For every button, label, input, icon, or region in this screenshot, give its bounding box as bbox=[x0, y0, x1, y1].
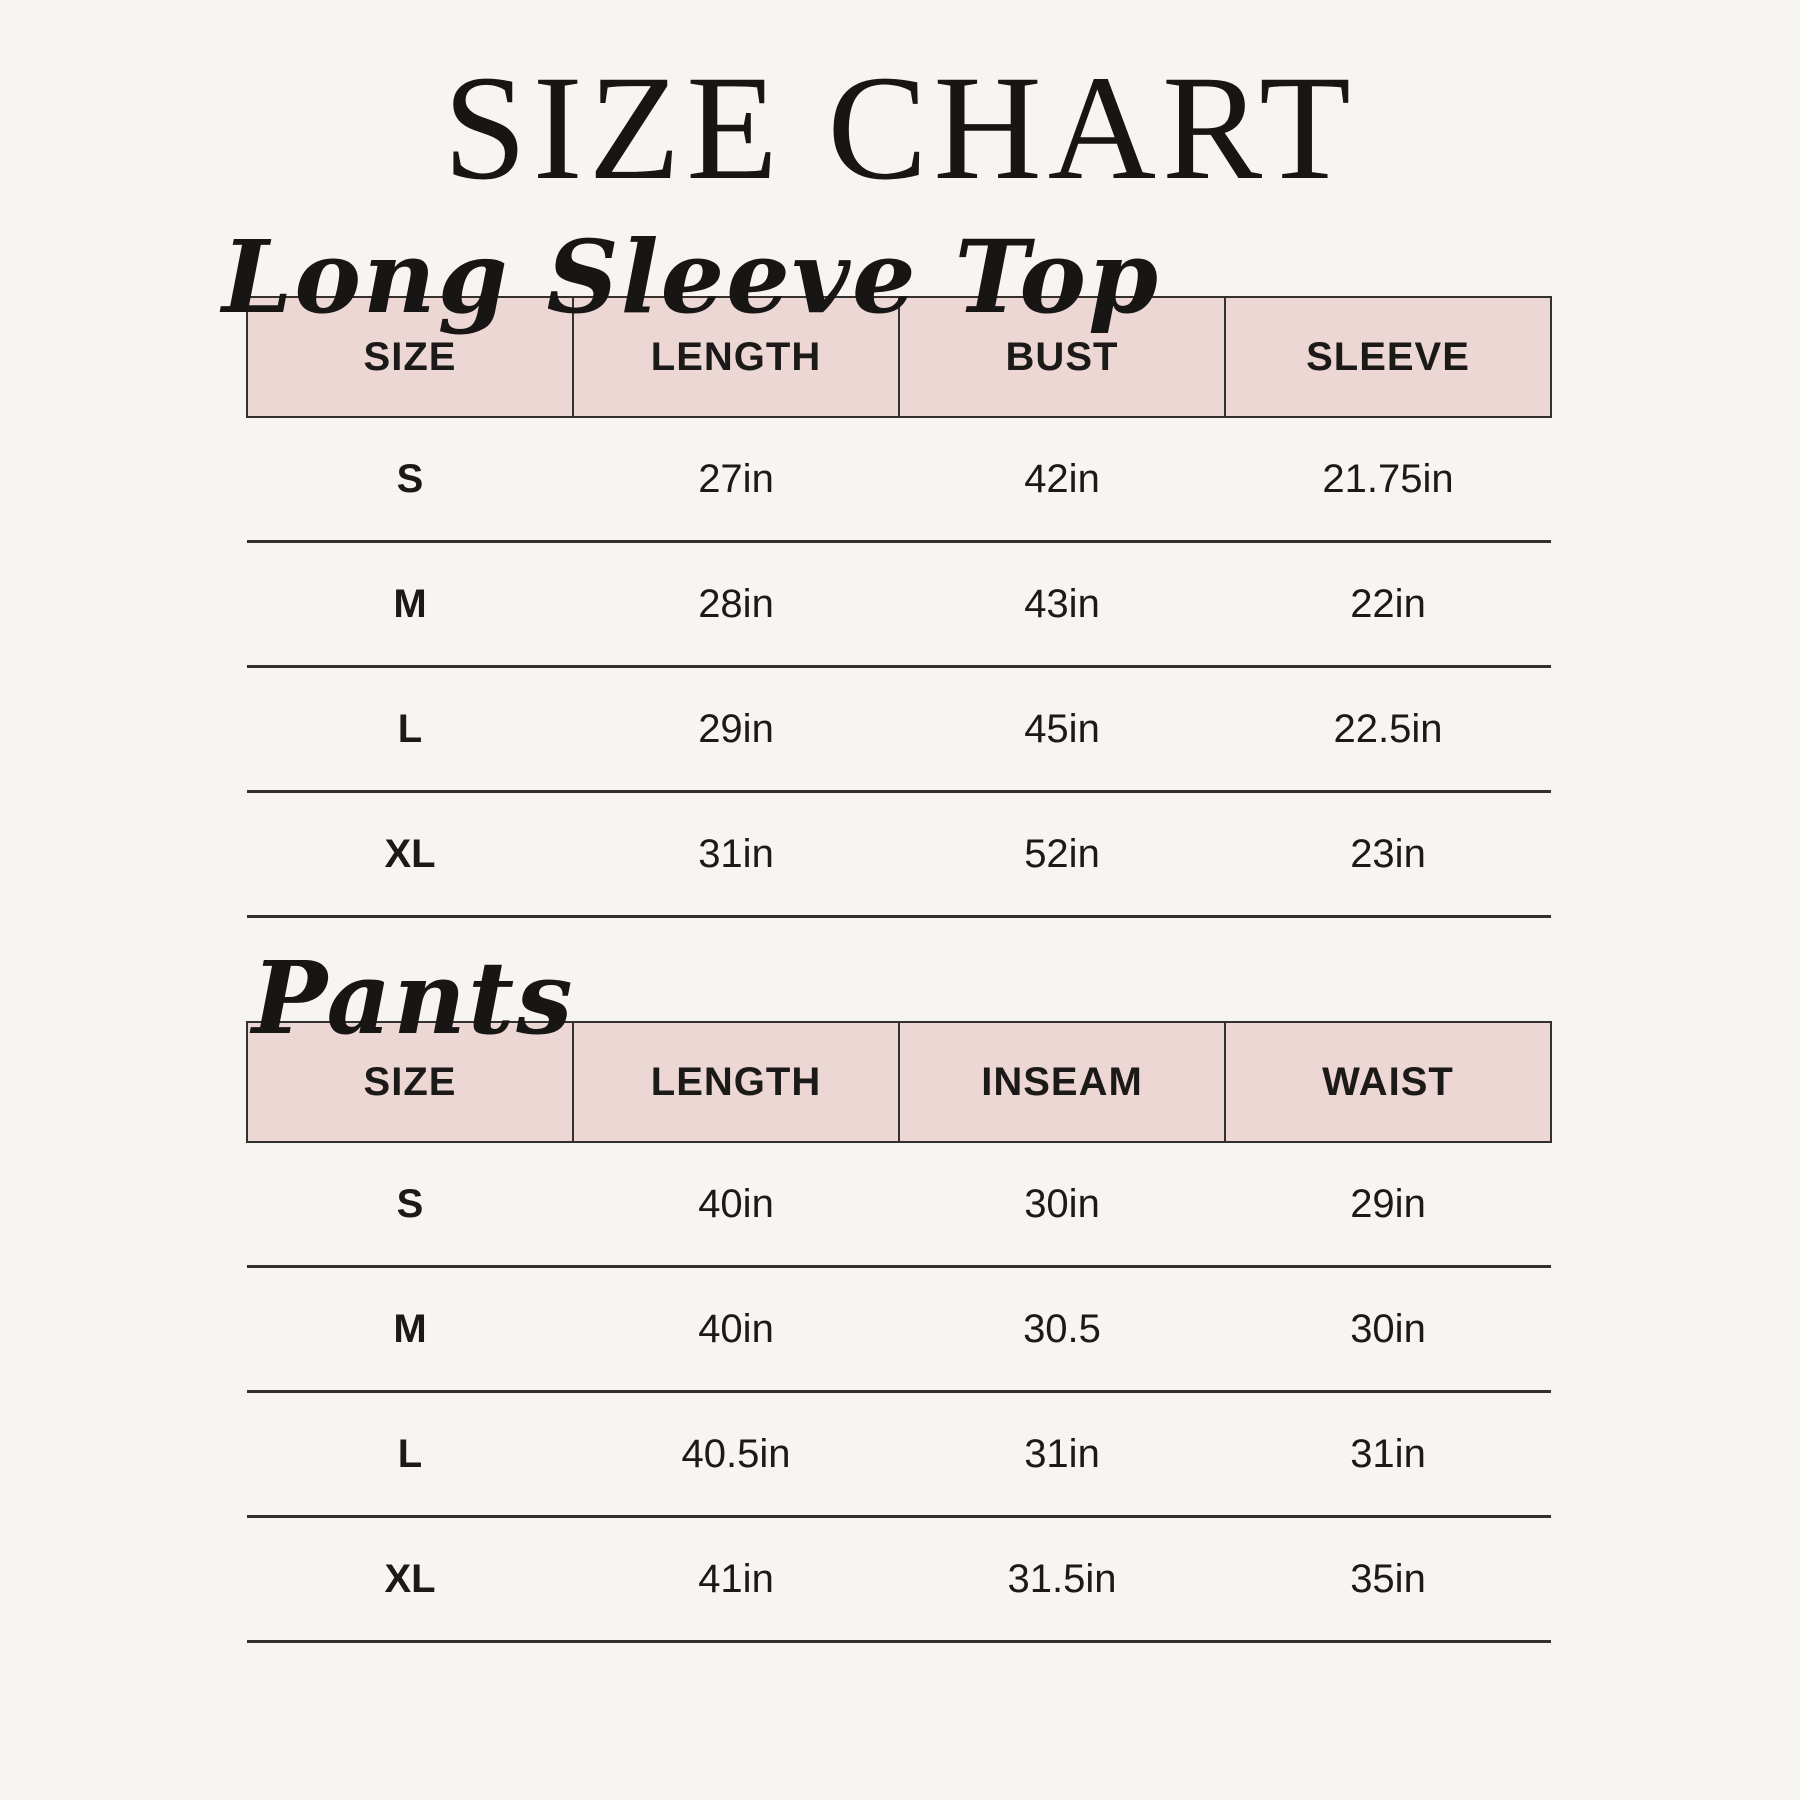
pants-table bbox=[246, 1021, 1552, 1643]
cell: XL bbox=[247, 1517, 573, 1642]
cell: XL bbox=[247, 792, 573, 917]
cell: 29in bbox=[1225, 1142, 1551, 1267]
table-row bbox=[247, 792, 1551, 917]
header-cell-bust: BUST bbox=[899, 297, 1225, 417]
cell: 30.5 bbox=[899, 1267, 1225, 1392]
cell: 40in bbox=[573, 1267, 899, 1392]
page-title: SIZE CHART bbox=[443, 45, 1357, 211]
cell: 22in bbox=[1225, 542, 1551, 667]
cell: 22.5in bbox=[1225, 667, 1551, 792]
cell: 30in bbox=[899, 1142, 1225, 1267]
cell: 41in bbox=[573, 1517, 899, 1642]
cell: 45in bbox=[899, 667, 1225, 792]
cell: 31in bbox=[1225, 1392, 1551, 1517]
table-row bbox=[247, 1142, 1551, 1267]
table-row bbox=[247, 1517, 1551, 1642]
cell: 30in bbox=[1225, 1267, 1551, 1392]
long-sleeve-top-section bbox=[222, 218, 1552, 918]
long-sleeve-top-table bbox=[246, 296, 1552, 918]
cell: M bbox=[247, 1267, 573, 1392]
table-row bbox=[247, 1392, 1551, 1517]
header-cell-length: LENGTH bbox=[573, 1022, 899, 1142]
cell: 29in bbox=[573, 667, 899, 792]
cell: 27in bbox=[573, 417, 899, 542]
header-cell-sleeve: SLEEVE bbox=[1225, 297, 1551, 417]
cell: M bbox=[247, 542, 573, 667]
cell: 28in bbox=[573, 542, 899, 667]
table-row bbox=[247, 417, 1551, 542]
cell: 31.5in bbox=[899, 1517, 1225, 1642]
cell: 43in bbox=[899, 542, 1225, 667]
header-cell-length: LENGTH bbox=[573, 297, 899, 417]
header-cell-size: SIZE bbox=[247, 1022, 573, 1142]
cell: 31in bbox=[899, 1392, 1225, 1517]
cell: 21.75in bbox=[1225, 417, 1551, 542]
pants-section bbox=[246, 939, 1552, 1643]
cell: 40.5in bbox=[573, 1392, 899, 1517]
cell: S bbox=[247, 1142, 573, 1267]
header-cell-waist: WAIST bbox=[1225, 1022, 1551, 1142]
table-body bbox=[247, 1142, 1551, 1642]
cell: S bbox=[247, 417, 573, 542]
cell: 23in bbox=[1225, 792, 1551, 917]
table-row bbox=[247, 542, 1551, 667]
cell: L bbox=[247, 667, 573, 792]
cell: 42in bbox=[899, 417, 1225, 542]
table-row bbox=[247, 667, 1551, 792]
cell: L bbox=[247, 1392, 573, 1517]
cell: 52in bbox=[899, 792, 1225, 917]
header-cell-size: SIZE bbox=[247, 297, 573, 417]
pants-heading: Pants bbox=[252, 939, 575, 1057]
header-cell-inseam: INSEAM bbox=[899, 1022, 1225, 1142]
table-row bbox=[247, 1267, 1551, 1392]
content-column bbox=[222, 218, 1552, 1643]
cell: 35in bbox=[1225, 1517, 1551, 1642]
cell: 40in bbox=[573, 1142, 899, 1267]
table-body bbox=[247, 417, 1551, 917]
cell: 31in bbox=[573, 792, 899, 917]
long-sleeve-top-heading: Long Sleeve Top bbox=[222, 218, 1161, 336]
